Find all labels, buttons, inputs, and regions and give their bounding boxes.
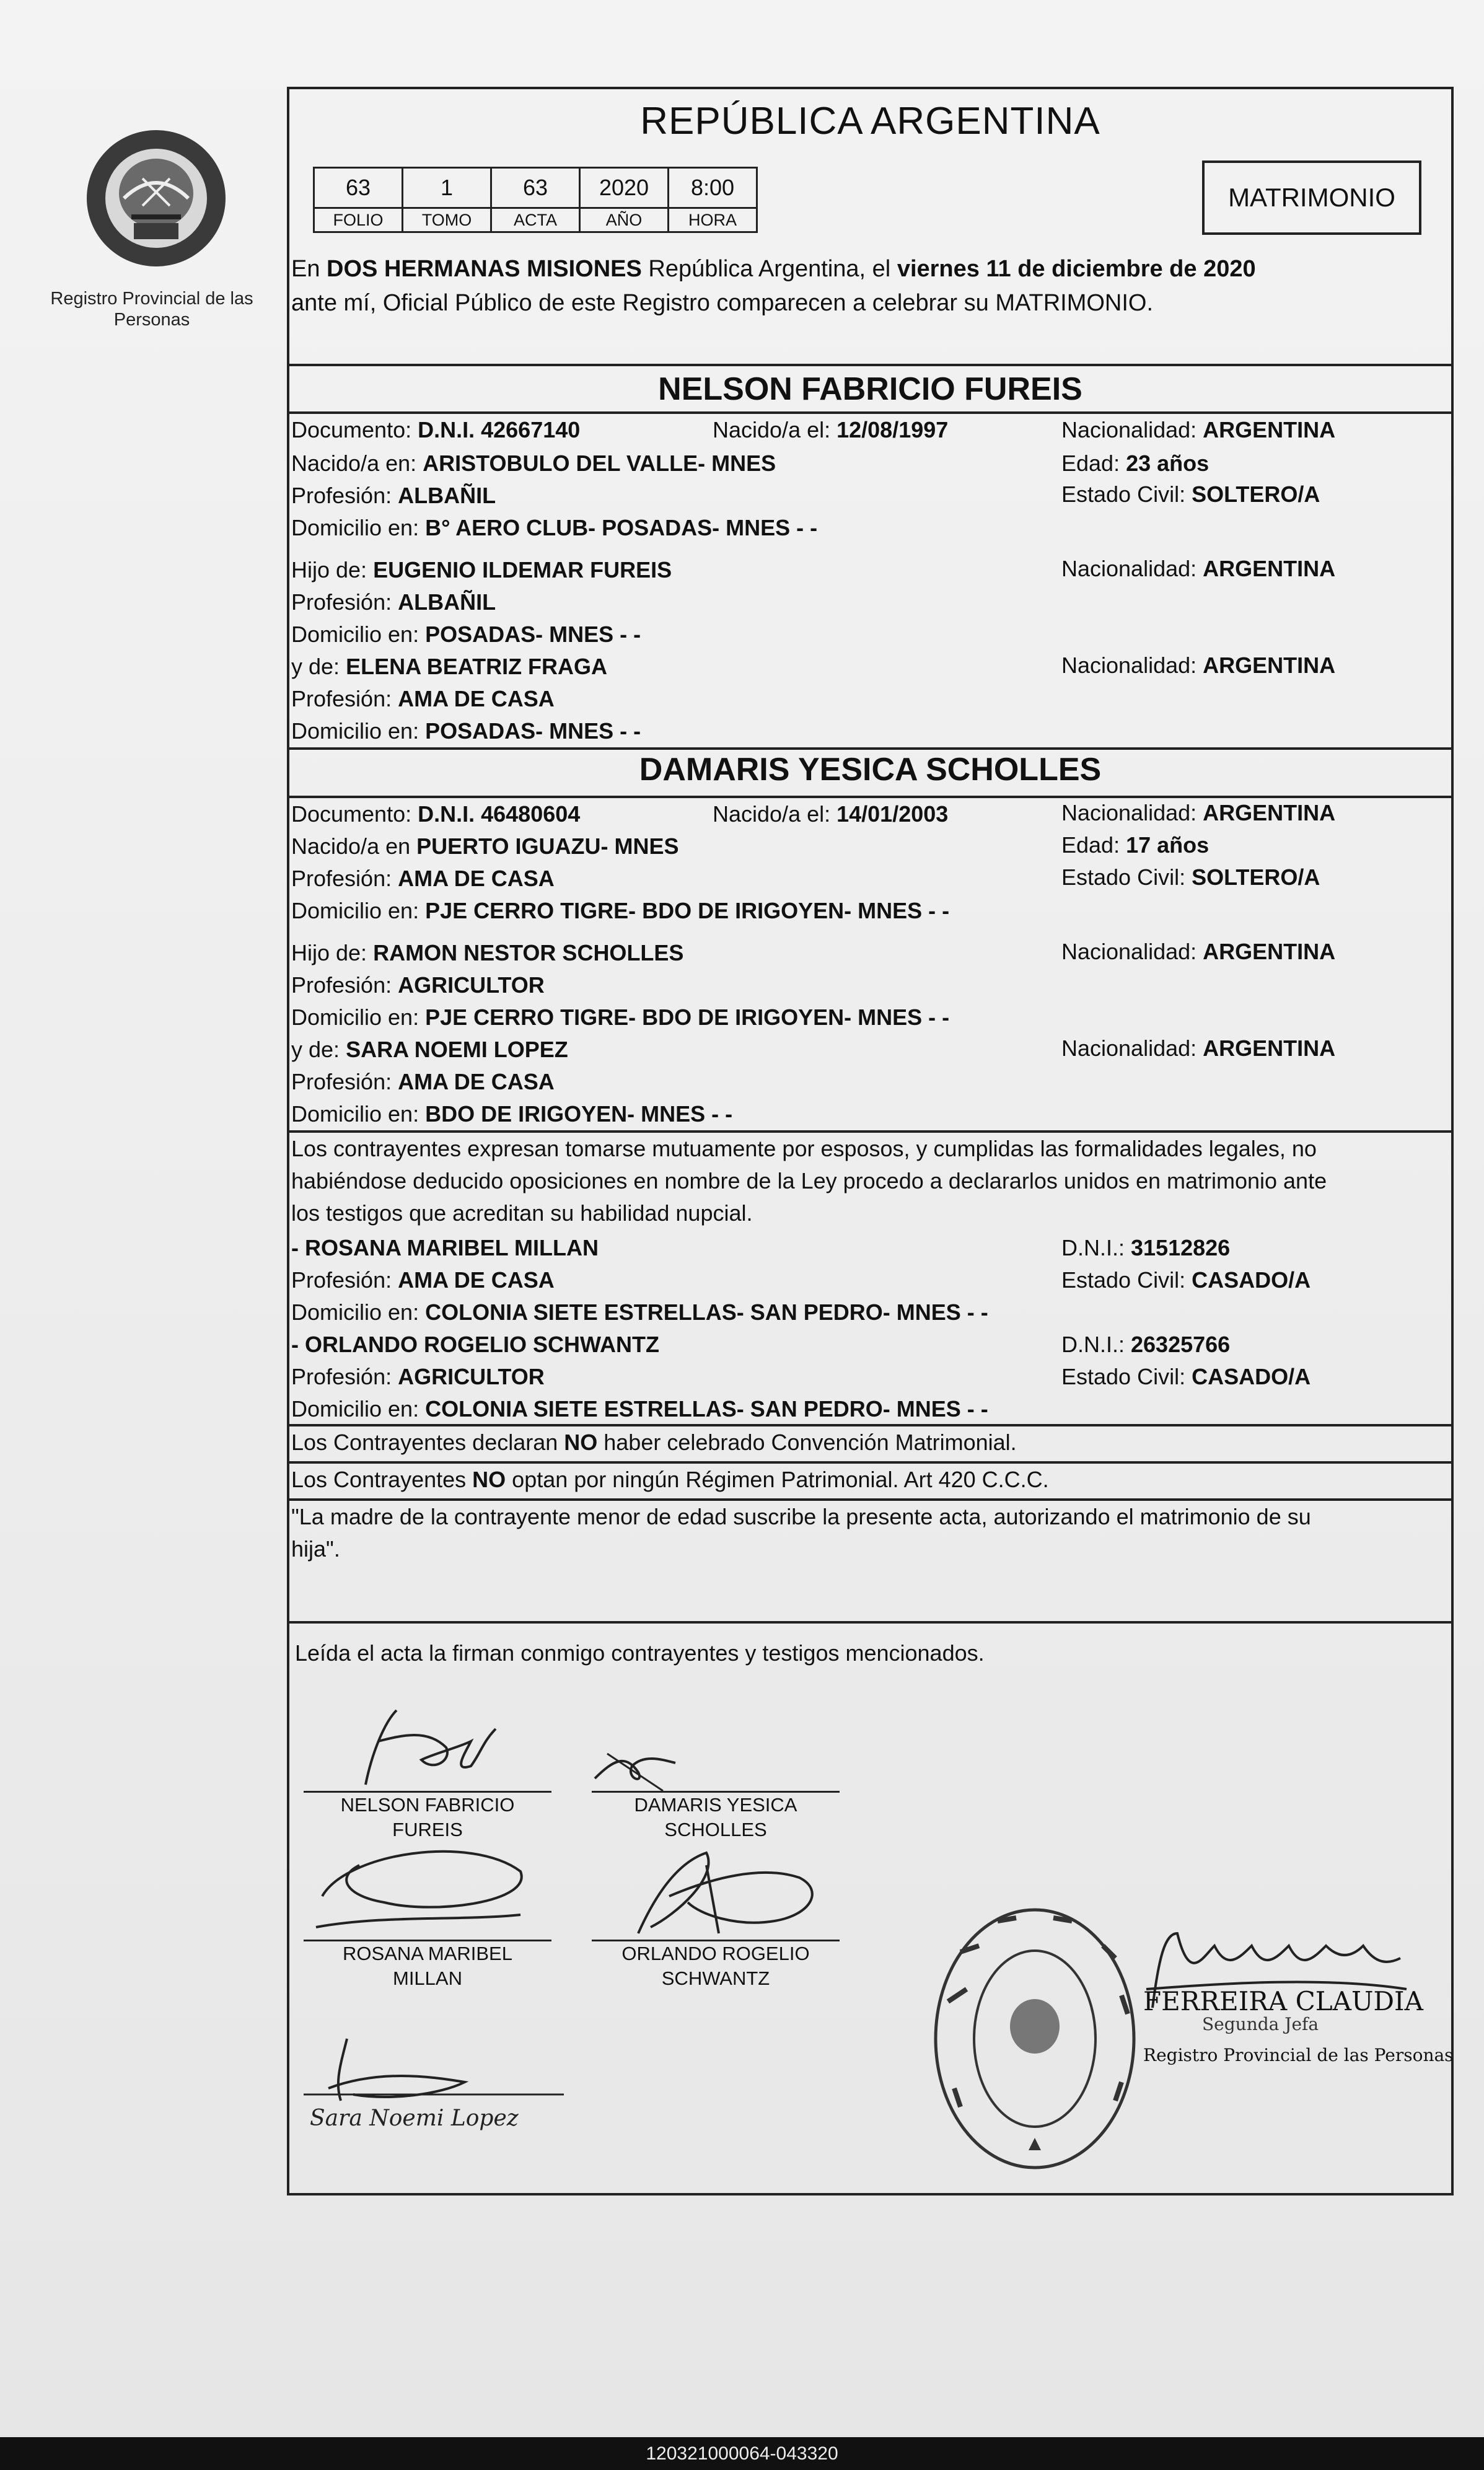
groom-signature-icon [310, 1704, 545, 1791]
acta-label: ACTA [491, 208, 580, 232]
folio-label: FOLIO [314, 208, 403, 232]
folio-value: 63 [314, 168, 403, 208]
bride-mother-address: Domicilio en: BDO DE IRIGOYEN- MNES - - [291, 1101, 733, 1127]
witness2-name: - ORLANDO ROGELIO SCHWANTZ [291, 1332, 659, 1357]
groom-birthdate: Nacido/a el: 12/08/1997 [713, 417, 949, 442]
tomo-label: TOMO [403, 208, 491, 232]
groom-father-address: Domicilio en: POSADAS- MNES - - [291, 622, 641, 647]
groom-civil-status: Estado Civil: SOLTERO/A [1061, 481, 1320, 507]
groom-address: Domicilio en: B° AERO CLUB- POSADAS- MNES - - [291, 515, 818, 540]
bride-document: Documento: D.N.I. 46480604 [291, 801, 581, 827]
acta-value: 63 [491, 168, 580, 208]
groom-signature-name: NELSON FABRICIO FUREIS [340, 1794, 515, 1840]
closing-statement: Leída el acta la firman conmigo contrayentes y testigos mencionados. [295, 1640, 985, 1666]
bride-father: Hijo de: RAMON NESTOR SCHOLLES [291, 940, 684, 965]
groom-age: Edad: 23 años [1061, 450, 1210, 476]
declaration-line-2: habiéndose deducido oposiciones en nombre de la Ley procedo a declararlos unidos en matrimonio ante [291, 1168, 1327, 1193]
hour-value: 8:00 [669, 168, 757, 208]
bride-name: DAMARIS YESICA SCHOLLES [639, 752, 1102, 788]
groom-mother-address: Domicilio en: POSADAS- MNES - - [291, 718, 641, 744]
groom-name: NELSON FABRICIO FUREIS [658, 371, 1082, 407]
bride-mother-profession: Profesión: AMA DE CASA [291, 1069, 555, 1094]
witness2-profession: Profesión: AGRICULTOR [291, 1364, 545, 1389]
document-title: REPÚBLICA ARGENTINA [640, 100, 1100, 143]
groom-mother-nationality: Nacionalidad: ARGENTINA [1061, 653, 1336, 678]
hour-label: HORA [669, 208, 757, 232]
bride-mother: y de: SARA NOEMI LOPEZ [291, 1037, 568, 1062]
groom-mother: y de: ELENA BEATRIZ FRAGA [291, 654, 608, 679]
year-value: 2020 [580, 168, 669, 208]
groom-father: Hijo de: EUGENIO ILDEMAR FUREIS [291, 557, 672, 582]
year-label: AÑO [580, 208, 669, 232]
official-name: FERREIRA CLAUDIA [1143, 1986, 1423, 2016]
groom-nationality: Nacionalidad: ARGENTINA [1061, 417, 1336, 442]
groom-profession: Profesión: ALBAÑIL [291, 483, 496, 508]
bride-nationality: Nacionalidad: ARGENTINA [1061, 800, 1336, 825]
bride-civil-status: Estado Civil: SOLTERO/A [1061, 864, 1320, 890]
witness1-dni: D.N.I.: 31512826 [1061, 1235, 1231, 1260]
tomo-value: 1 [403, 168, 491, 208]
bride-signature-icon [589, 1741, 688, 1791]
bride-signature-name: DAMARIS YESICA SCHOLLES [634, 1794, 797, 1840]
witness2-civil-status: Estado Civil: CASADO/A [1061, 1364, 1311, 1389]
intro-line-2: ante mí, Oficial Público de este Registro comparecen a celebrar su MATRIMONIO. [291, 290, 1154, 316]
witness2-address: Domicilio en: COLONIA SIETE ESTRELLAS- SAN PEDRO- MNES - - [291, 1396, 988, 1422]
witness1-civil-status: Estado Civil: CASADO/A [1061, 1267, 1311, 1293]
witness1-signature-icon [310, 1828, 545, 1940]
divider [287, 747, 1454, 750]
bride-birthdate: Nacido/a el: 14/01/2003 [713, 801, 949, 827]
note-line-1: "La madre de la contrayente menor de edad suscribe la presente acta, autorizando el matrimonio de su [291, 1504, 1311, 1529]
regime-statement: Los Contrayentes NO optan por ningún Régimen Patrimonial. Art 420 C.C.C. [291, 1467, 1049, 1492]
bride-age: Edad: 17 años [1061, 832, 1210, 858]
groom-birthplace: Nacido/a en: ARISTOBULO DEL VALLE- MNES [291, 450, 776, 476]
official-role: Segunda Jefa [1202, 2014, 1319, 2034]
bride-address: Domicilio en: PJE CERRO TIGRE- BDO DE IRIGOYEN- MNES - - [291, 898, 950, 923]
official-office: Registro Provincial de las Personas [1143, 2045, 1454, 2065]
convention-statement: Los Contrayentes declaran NO haber celebrado Convención Matrimonial. [291, 1430, 1017, 1455]
registry-reference-table [313, 167, 758, 233]
svg-text:Sara Noemi Lopez: Sara Noemi Lopez [310, 2106, 519, 2131]
groom-father-profession: Profesión: ALBAÑIL [291, 589, 496, 615]
declaration-line-1: Los contrayentes expresan tomarse mutuamente por esposos, y cumplidas las formalidades legales, no [291, 1136, 1317, 1161]
witness1-profession: Profesión: AMA DE CASA [291, 1267, 555, 1293]
note-line-2: hija". [291, 1536, 340, 1562]
divider [287, 1621, 1454, 1624]
witness2-signature-name: ORLANDO ROGELIO SCHWANTZ [621, 1943, 810, 1989]
bride-father-profession: Profesión: AGRICULTOR [291, 972, 545, 998]
witness1-address: Domicilio en: COLONIA SIETE ESTRELLAS- SAN PEDRO- MNES - - [291, 1299, 988, 1325]
intro-line-1: En DOS HERMANAS MISIONES República Argentina, el viernes 11 de diciembre de 2020 [291, 256, 1256, 282]
bride-profession: Profesión: AMA DE CASA [291, 866, 555, 891]
registry-stamp-icon [929, 1902, 1140, 2175]
witness1-signature-name: ROSANA MARIBEL MILLAN [343, 1943, 512, 1989]
bride-birthplace: Nacido/a en PUERTO IGUAZU- MNES [291, 833, 679, 859]
bride-father-nationality: Nacionalidad: ARGENTINA [1061, 939, 1336, 964]
groom-document: Documento: D.N.I. 42667140 [291, 417, 581, 442]
divider [287, 364, 1454, 366]
groom-father-nationality: Nacionalidad: ARGENTINA [1061, 556, 1336, 581]
bride-mother-nationality: Nacionalidad: ARGENTINA [1061, 1035, 1336, 1061]
mother-signature-icon [304, 2033, 564, 2144]
scan-footer: 120321000064-043320 [0, 2437, 1484, 2470]
witness1-name: - ROSANA MARIBEL MILLAN [291, 1235, 599, 1260]
province-emblem-icon [81, 124, 232, 273]
bride-father-address: Domicilio en: PJE CERRO TIGRE- BDO DE IRIGOYEN- MNES - - [291, 1004, 950, 1030]
witness2-dni: D.N.I.: 26325766 [1061, 1332, 1231, 1357]
groom-mother-profession: Profesión: AMA DE CASA [291, 686, 555, 711]
registry-caption: Registro Provincial de las Personas [50, 289, 253, 330]
certificate-type-box: MATRIMONIO [1202, 160, 1421, 235]
declaration-line-3: los testigos que acreditan su habilidad nupcial. [291, 1200, 753, 1226]
witness2-signature-icon [613, 1840, 849, 1946]
